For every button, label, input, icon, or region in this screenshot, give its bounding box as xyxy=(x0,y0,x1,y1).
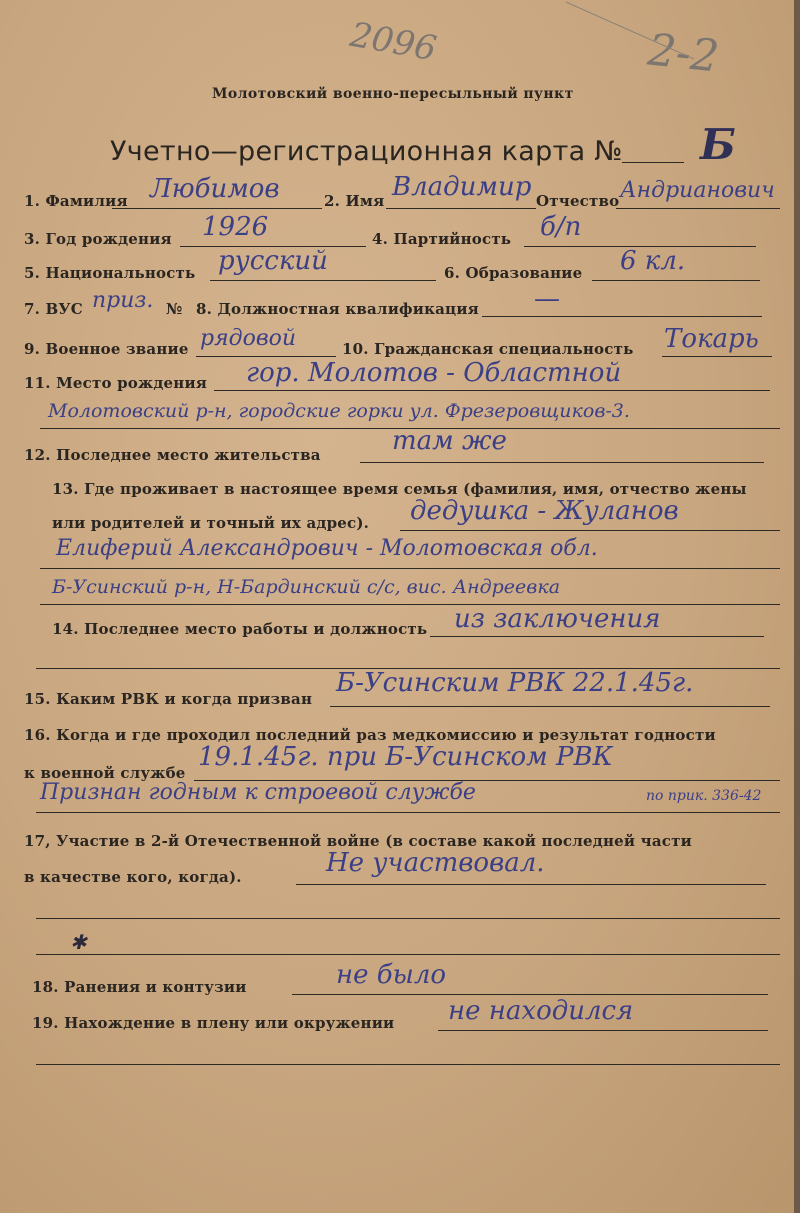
family-value-1: дедушка - Жуланов xyxy=(410,496,679,526)
war-value: Не участвовал. xyxy=(326,848,545,878)
war-line-2 xyxy=(36,918,780,919)
medical-value-1: 19.1.45г. при Б-Усинском РВК xyxy=(198,742,613,772)
family-line-1 xyxy=(400,530,780,531)
family-line-2 xyxy=(40,568,780,569)
war-line-1 xyxy=(296,884,766,885)
surname-label: 1. Фамилия xyxy=(24,192,128,210)
name-label: 2. Имя xyxy=(324,192,385,210)
family-line-3 xyxy=(40,604,780,605)
last-residence-value: там же xyxy=(392,426,507,456)
qualification-line xyxy=(482,316,762,317)
party-label: 4. Партийность xyxy=(372,230,512,248)
nationality-line xyxy=(210,280,436,281)
conscription-value: Б-Усинским РВК 22.1.45г. xyxy=(336,668,694,698)
captivity-line-2 xyxy=(36,1064,780,1065)
wounds-label: 18. Ранения и контузии xyxy=(32,978,247,996)
education-line xyxy=(592,280,760,281)
last-residence-line xyxy=(360,462,764,463)
last-work-value: из заключения xyxy=(454,604,661,634)
medical-label-1: 16. Когда и где проходил последний раз медкомиссию и результат годности xyxy=(24,726,716,744)
medical-order-note: по прик. 336-42 xyxy=(646,788,762,804)
captivity-value: не находился xyxy=(448,996,634,1026)
wounds-value: не было xyxy=(336,960,447,990)
war-label-1: 17, Участие в 2-й Отечественной войне (в составе какой последней части xyxy=(24,832,692,850)
patronymic-label: Отчество xyxy=(536,192,620,210)
civil-specialty-line xyxy=(662,356,772,357)
war-line-3 xyxy=(36,954,780,955)
qualification-value: — xyxy=(534,284,560,314)
last-residence-label: 12. Последнее место жительства xyxy=(24,446,321,464)
name-value: Владимир xyxy=(392,172,532,202)
last-work-label: 14. Последнее место работы и должность xyxy=(52,620,428,638)
birthplace-line-1 xyxy=(214,390,770,391)
education-label: 6. Образование xyxy=(444,264,583,282)
birth-year-value: 1926 xyxy=(202,212,269,242)
rank-label: 9. Военное звание xyxy=(24,340,189,358)
nationality-value: русский xyxy=(218,246,328,276)
patronymic-value: Андрианович xyxy=(620,178,775,203)
birthplace-label: 11. Место рождения xyxy=(24,374,208,392)
family-value-3: Б-Усинский р-н, Н-Бардинский с/с, вис. Андреевка xyxy=(52,576,561,598)
card-number-line xyxy=(622,162,684,163)
medical-label-2: к военной службе xyxy=(24,764,186,782)
qualification-label: 8. Должностная квалификация xyxy=(196,300,479,318)
civil-specialty-label: 10. Гражданская специальность xyxy=(342,340,634,358)
corner-annotation: 2-2 xyxy=(645,24,722,83)
family-label-1: 13. Где проживает в настоящее время семья (фамилия, имя, отчество жены xyxy=(52,480,747,498)
war-label-2: в качестве кого, когда). xyxy=(24,868,242,886)
conscription-line xyxy=(330,706,770,707)
civil-specialty-value: Токарь xyxy=(664,324,759,354)
captivity-label: 19. Нахождение в плену или окружении xyxy=(32,1014,395,1032)
pen-mark: ✱ xyxy=(70,930,87,954)
medical-value-2: Признан годным к строевой службе xyxy=(40,780,476,805)
surname-line xyxy=(112,208,322,209)
surname-value: Любимов xyxy=(150,174,280,204)
last-work-line-1 xyxy=(430,636,764,637)
family-value-2: Елиферий Александрович - Молотовская обл. xyxy=(56,536,598,561)
card-title: Учетно—регистрационная карта № xyxy=(110,136,623,167)
vus-value: приз. xyxy=(92,288,154,313)
archive-number-annotation: 2096 xyxy=(347,14,440,70)
birthplace-value-1: гор. Молотов - Областной xyxy=(246,358,622,388)
captivity-line xyxy=(438,1030,768,1031)
scan-edge xyxy=(794,0,800,1213)
conscription-label: 15. Каким РВК и когда призван xyxy=(24,690,313,708)
issuing-office-header: Молотовский военно-пересыльный пункт xyxy=(212,86,574,102)
name-line xyxy=(386,208,536,209)
vus-label: 7. ВУС xyxy=(24,300,83,318)
family-label-2: или родителей и точный их адрес). xyxy=(52,514,370,532)
party-value: б/п xyxy=(540,212,582,242)
birth-year-label: 3. Год рождения xyxy=(24,230,172,248)
rank-line xyxy=(196,356,336,357)
vus-number-label: № xyxy=(166,300,183,318)
nationality-label: 5. Национальность xyxy=(24,264,196,282)
medical-line-2 xyxy=(36,812,780,813)
patronymic-line xyxy=(616,208,780,209)
wounds-line xyxy=(292,994,768,995)
card-number-mark: Б xyxy=(700,120,736,169)
birthplace-value-2: Молотовский р-н, городские горки ул. Фрезеровщиков-3. xyxy=(48,400,630,422)
education-value: 6 кл. xyxy=(620,246,686,276)
rank-value: рядовой xyxy=(200,326,297,351)
